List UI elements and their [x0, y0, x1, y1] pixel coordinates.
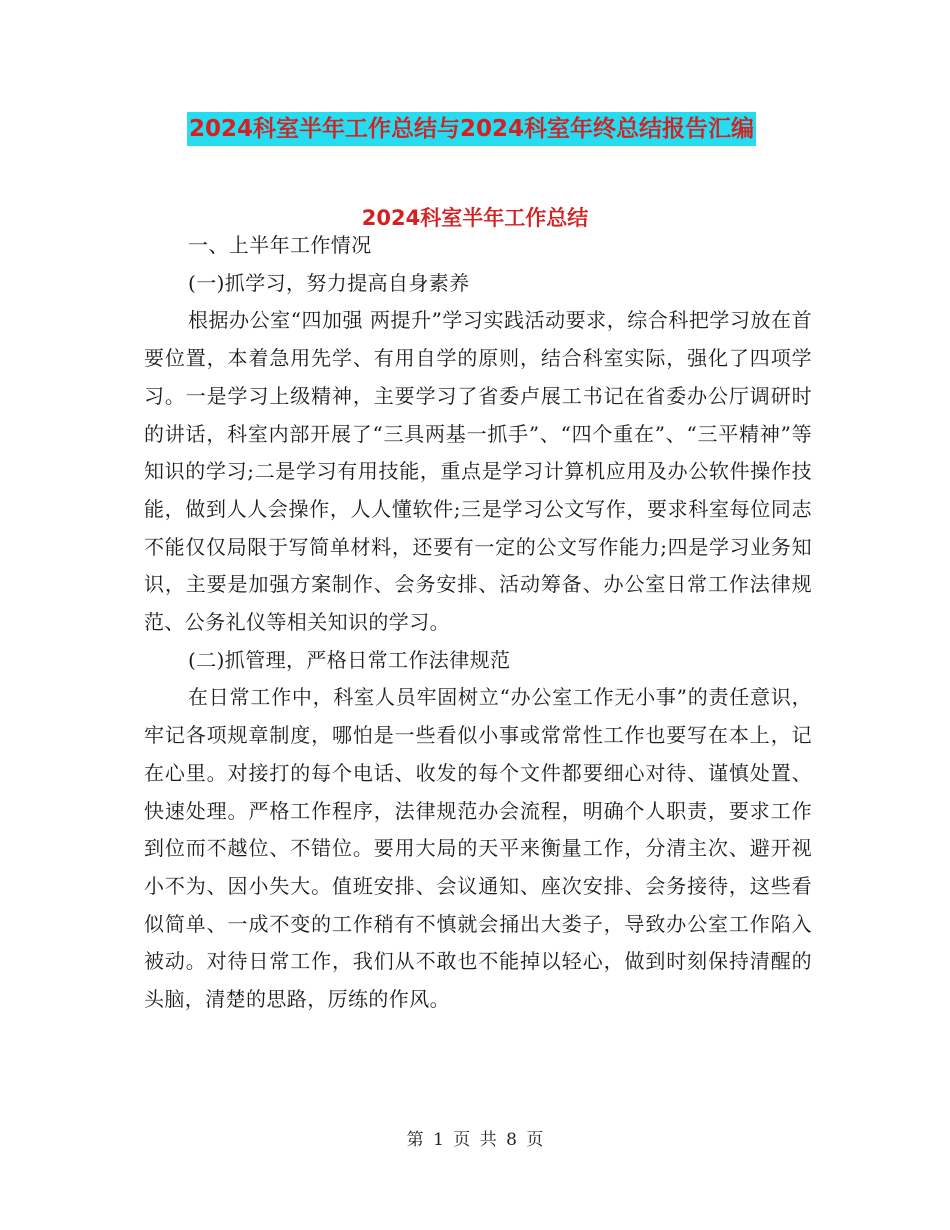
heading-study: (一)抓学习，努力提高自身素养 — [188, 270, 470, 295]
page-number-footer: 第 1 页 共 8 页 — [406, 1130, 544, 1150]
paragraph-study: 根据办公室“四加强 两提升”学习实践活动要求，综合科把学习放在首要位置，本着急用先学、有用自学的原则，结合科室实际，强化了四项学习。一是学习上级精神，主要学习了省委卢展工书记在省委办公厅调研时的讲话，科室内部开展了“三具两基一抓手”、“四个重在”、“三平精神”等知识的学习;二是学习有用技能，重点是学习计算机应用及办公软件操作技能，做到人人会操作，人人懂软件;三是学习公文写作，要求科室每位同志不能仅仅局限于写简单材料，还要有一定的公文写作能力;四是学习业务知识，主要是加强方案制作、会务安排、活动筹备、办公室日常工作法律规范、公务礼仪等相关知识的学习。 — [144, 308, 812, 635]
heading-first-level: 一、上半年工作情况 — [188, 233, 372, 257]
paragraph-management: 在日常工作中，科室人员牢固树立“办公室工作无小事”的责任意识，牢记各项规章制度，哪怕是一些看似小事或常常性工作也要写在本上，记在心里。对接打的每个电话、收发的每个文件都要细心对待、谨慎处置、快速处理。严格工作程序，法律规范办会流程，明确个人职责，要求工作到位而不越位、不错位。要用大局的天平来衡量工作，分清主次、避开视小不为、因小失大。值班安排、会议通知、座次安排、会务接待，这些看似简单、一成不变的工作稍有不慎就会捅出大娄子，导致办公室工作陷入被动。对待日常工作，我们从不敢也不能掉以轻心，做到时刻保持清醒的头脑，清楚的思路，厉练的作风。 — [144, 685, 812, 1012]
document-main-title: 2024科室半年工作总结与2024科室年终总结报告汇编 — [187, 112, 756, 146]
document-body — [144, 227, 812, 1019]
section-title: 2024科室半年工作总结 — [361, 206, 589, 230]
heading-management: (二)抓管理，严格日常工作法律规范 — [188, 647, 511, 672]
